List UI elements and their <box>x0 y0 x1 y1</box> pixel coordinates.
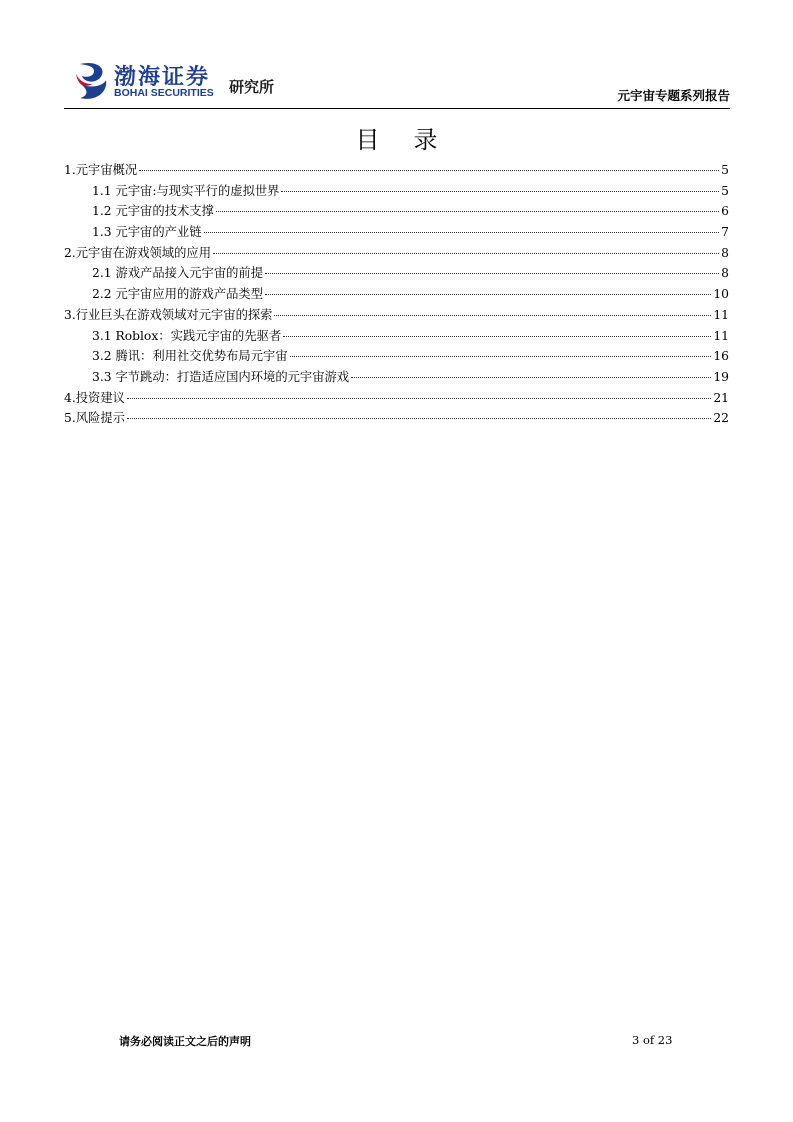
department-name: 研究所 <box>229 78 275 96</box>
toc-entry[interactable] <box>64 284 729 305</box>
header-divider <box>64 108 730 109</box>
toc-entry[interactable] <box>64 181 729 202</box>
toc-dot-leader <box>265 294 711 295</box>
toc-dot-leader <box>274 315 711 316</box>
toc-entry-page[interactable]: 19 <box>713 369 729 384</box>
page-footer <box>0 1033 793 1053</box>
table-of-contents <box>64 160 729 429</box>
toc-entry-label[interactable]: 3.2 腾讯：利用社交优势布局元宇宙 <box>92 349 288 364</box>
toc-dot-leader <box>351 377 711 378</box>
toc-dot-leader <box>216 211 719 212</box>
bohai-securities-logo <box>74 60 284 104</box>
logo-english-name: BOHAI SECURITIES <box>114 87 214 99</box>
toc-entry[interactable] <box>64 326 729 347</box>
toc-entry[interactable] <box>64 201 729 222</box>
bohai-logo-icon <box>74 60 110 102</box>
toc-dot-leader <box>204 232 720 233</box>
toc-entry-label[interactable]: 1.1 元宇宙:与现实平行的虚拟世界 <box>92 183 280 198</box>
toc-entry-page[interactable]: 5 <box>721 183 729 198</box>
report-series-title: 元宇宙专题系列报告 <box>617 88 730 103</box>
toc-entry-label[interactable]: 3.3 字节跳动：打造适应国内环境的元宇宙游戏 <box>92 369 350 384</box>
footer-disclaimer: 请务必阅读正文之后的声明 <box>119 1035 251 1048</box>
toc-entry-label[interactable]: 2.1 游戏产品接入元宇宙的前提 <box>92 266 264 281</box>
toc-entry-page[interactable]: 8 <box>721 245 729 260</box>
toc-entry-page[interactable]: 7 <box>721 225 729 240</box>
toc-entry-label[interactable]: 3.行业巨头在游戏领域对元宇宙的探索 <box>64 307 273 322</box>
toc-entry[interactable] <box>64 222 729 243</box>
page-number: 3 of 23 <box>632 1033 673 1047</box>
toc-dot-leader <box>290 356 712 357</box>
toc-dot-leader <box>281 191 719 192</box>
toc-entry[interactable] <box>64 160 729 181</box>
toc-entry-label[interactable]: 1.2 元宇宙的技术支撑 <box>92 204 214 219</box>
toc-entry[interactable] <box>64 305 729 326</box>
toc-entry-page[interactable]: 5 <box>721 163 729 177</box>
toc-entry-label[interactable]: 1.元宇宙概况 <box>64 163 138 177</box>
toc-entry[interactable] <box>64 367 729 388</box>
toc-entry-page[interactable]: 16 <box>713 349 729 364</box>
toc-entry-page[interactable]: 10 <box>713 287 729 302</box>
toc-dot-leader <box>127 418 711 419</box>
toc-entry-label[interactable]: 5.风险提示 <box>64 411 125 426</box>
toc-entry-page[interactable]: 8 <box>721 266 729 281</box>
page-header <box>64 58 730 108</box>
toc-entry[interactable] <box>64 243 729 264</box>
toc-entry-label[interactable]: 2.元宇宙在游戏领域的应用 <box>64 245 211 260</box>
toc-entry-page[interactable]: 11 <box>713 328 729 343</box>
toc-dot-leader <box>127 398 711 399</box>
toc-entry[interactable] <box>64 388 729 409</box>
toc-entry-page[interactable]: 6 <box>721 204 729 219</box>
toc-entry-label[interactable]: 3.1 Roblox：实践元宇宙的先驱者 <box>92 328 282 343</box>
toc-dot-leader <box>139 170 719 171</box>
toc-entry[interactable] <box>64 346 729 367</box>
toc-entry-page[interactable]: 21 <box>713 390 729 405</box>
toc-entry[interactable] <box>64 263 729 284</box>
toc-entry[interactable] <box>64 408 729 429</box>
logo-chinese-name: 渤海证券 <box>114 65 211 90</box>
toc-dot-leader <box>213 253 719 254</box>
toc-entry-page[interactable]: 11 <box>713 307 729 322</box>
toc-entry-label[interactable]: 2.2 元宇宙应用的游戏产品类型 <box>92 287 264 302</box>
toc-dot-leader <box>283 336 711 337</box>
toc-entry-page[interactable]: 22 <box>713 411 729 426</box>
toc-entry-label[interactable]: 1.3 元宇宙的产业链 <box>92 225 202 240</box>
toc-title: 目录 <box>355 126 472 154</box>
toc-entry-label[interactable]: 4.投资建议 <box>64 390 125 405</box>
toc-dot-leader <box>265 273 719 274</box>
